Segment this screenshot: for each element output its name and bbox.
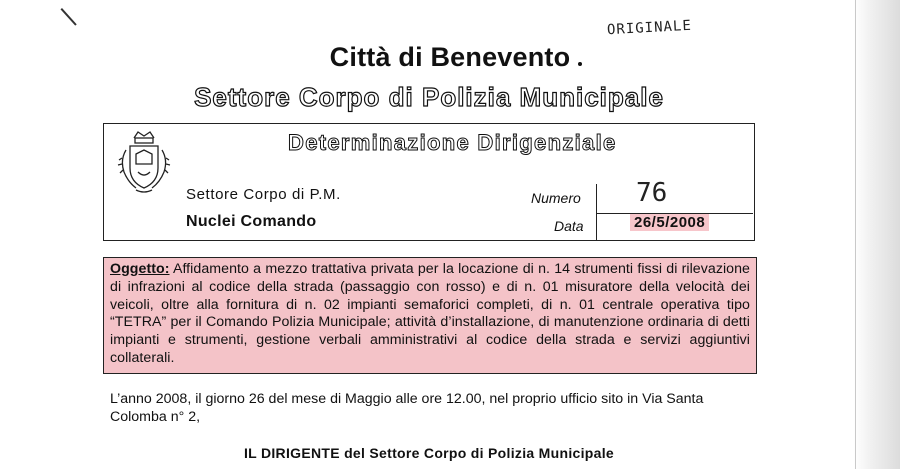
document-type-title: Determinazione Dirigenziale bbox=[288, 130, 617, 155]
date-value: 26/5/2008 bbox=[630, 214, 709, 231]
numero-value: 76 bbox=[636, 178, 668, 208]
signatory-heading: IL DIRIGENTE del Settore Corpo di Polizia Municipale bbox=[243, 445, 615, 461]
city-title: Città di Benevento bbox=[329, 42, 571, 72]
numero-field bbox=[596, 184, 753, 214]
sector-title: Settore Corpo di Polizia Municipale bbox=[194, 82, 664, 112]
subject-label: Oggetto: bbox=[110, 261, 170, 277]
coat-of-arms-icon bbox=[116, 128, 172, 196]
subject-box bbox=[103, 257, 757, 374]
subject-text: Affidamento a mezzo trattativa privata per la locazione di n. 14 strumenti fissi di rilevazione di infrazioni al codice della strada (passaggio con rosso) e di n. 01 misuratore della velocità dei veicoli, oltre alla fornitura di n. 02 impianti semaforici completi, di n. 01 centrale operativa tipo “TETRA” per il Comando Polizia Municipale; attività d’installazione, di manutenzione ordinaria di detti impianti e strumenti, gestione verbali amministrativi al codice della strada e servizi aggiuntivi collaterali. bbox=[110, 261, 750, 366]
unit-label: Nuclei Comando bbox=[186, 213, 317, 230]
date-label: Data bbox=[554, 218, 584, 234]
stray-dot bbox=[578, 62, 582, 66]
department-label: Settore Corpo di P.M. bbox=[186, 186, 341, 203]
intro-paragraph: L’anno 2008, il giorno 26 del mese di Maggio alle ore 12.00, nel proprio ufficio sito in Via Santa Colomba n° 2, bbox=[110, 391, 704, 425]
pen-mark bbox=[61, 8, 77, 26]
handwritten-note: ORIGINALE bbox=[606, 17, 693, 39]
numero-label: Numero bbox=[531, 190, 581, 206]
